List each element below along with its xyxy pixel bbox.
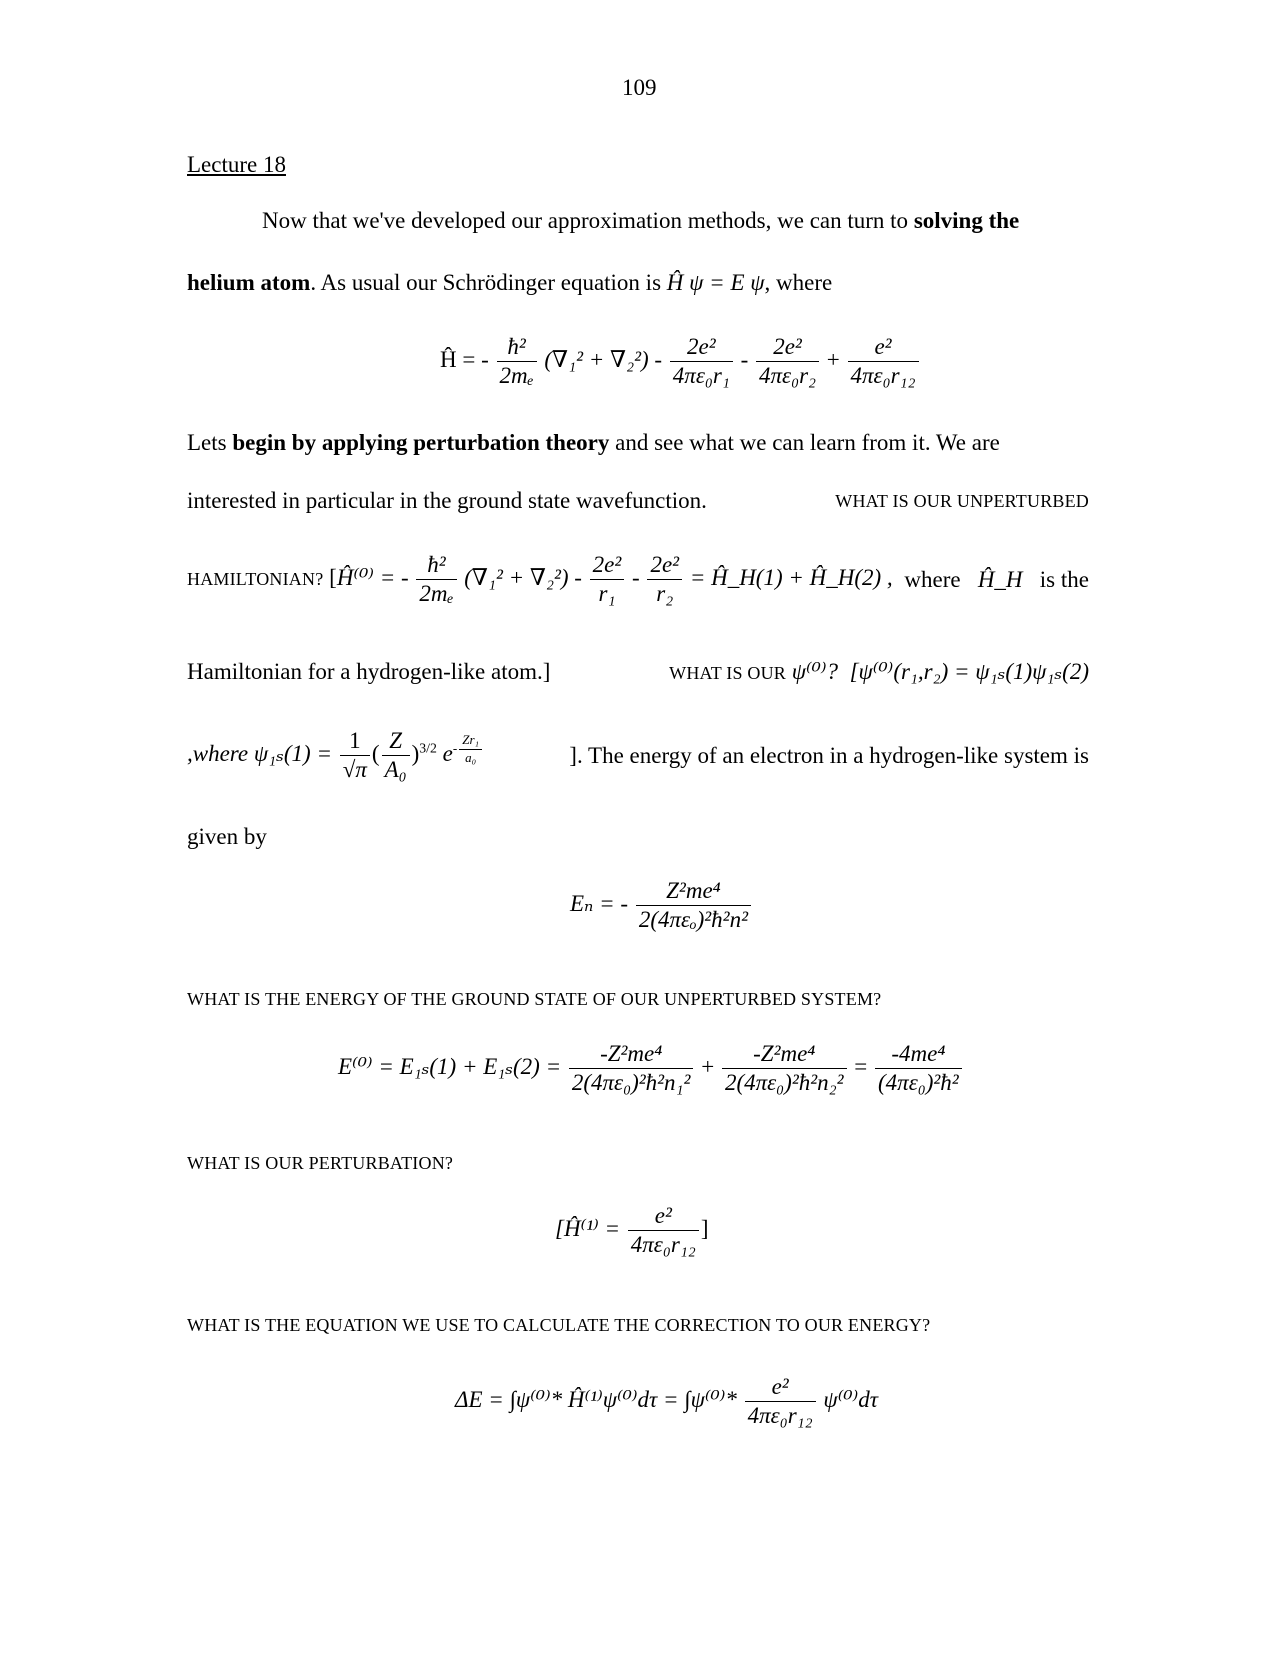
line5-exp-den: a₀ <box>465 750 477 766</box>
perturbation-question: WHAT IS OUR PERTURBATION? <box>187 1153 454 1173</box>
para1-text-d: . As usual our Schrödinger equation is <box>310 270 667 295</box>
eq3-frac2-den: 2(4πε₀)²ħ²n₂² <box>724 1070 844 1096</box>
line5-power: 3/2 <box>419 740 437 756</box>
eq5-lhs: ΔE = ∫ψ⁽⁰⁾* Ĥ⁽¹⁾ψ⁽⁰⁾dτ = ∫ψ⁽⁰⁾* <box>455 1387 737 1413</box>
line3-h0: Ĥ⁽⁰⁾ = - <box>336 565 409 591</box>
eq1-lhs: Ĥ = - <box>440 347 489 373</box>
line3-sum: = Ĥ_H(1) + Ĥ_H(2) , <box>689 565 893 591</box>
para1-line1 <box>262 206 1019 236</box>
eq3-frac3-den: (4πε₀)²ħ² <box>878 1070 959 1096</box>
line5-frac2-num: Z <box>382 728 410 756</box>
eq3-frac3-num: -4me⁴ <box>875 1041 962 1069</box>
eq1-frac1-num: ħ² <box>497 334 537 362</box>
line5-exp-neg: - <box>452 740 458 756</box>
eq5-num: e² <box>745 1374 816 1402</box>
perturbation-equation <box>555 1203 708 1259</box>
eq1-minus: - <box>740 347 749 373</box>
line5-frac1-den: √π <box>342 757 367 783</box>
eq1-frac3-num: 2e² <box>756 334 819 362</box>
eq1-frac3-den: 4πε₀r₂ <box>759 363 817 389</box>
eq3-frac1-num: -Z²me⁴ <box>569 1041 694 1069</box>
energy-level-equation <box>570 878 753 934</box>
eq1-frac1-den: 2mₑ <box>499 363 534 389</box>
para1-text-f: , where <box>764 270 833 295</box>
line4-text-a: Hamiltonian for a hydrogen-like atom.] <box>187 659 551 684</box>
line4-smallcaps: WHAT IS OUR <box>669 663 786 683</box>
eq2-num: Z²me⁴ <box>636 878 751 906</box>
lecture-heading: Lecture 18 <box>187 152 286 177</box>
line3-where: where <box>904 566 961 592</box>
para1-bold-solving: solving the <box>913 208 1020 233</box>
line5-exp-num: Zr₁ <box>459 733 482 750</box>
eq5-den: 4πε₀r₁₂ <box>747 1403 813 1429</box>
eq3-plus: + <box>701 1054 715 1080</box>
eq5-rhs: ψ⁽⁰⁾dτ <box>823 1387 878 1413</box>
line3-frac2-den: r₁ <box>598 581 616 607</box>
line5-frac1-num: 1 <box>340 728 370 756</box>
eq1-frac2-num: 2e² <box>670 334 733 362</box>
para1-bold-helium: helium atom <box>187 270 311 295</box>
line3-laplacian: (∇₁² + ∇₂²) - <box>464 565 582 591</box>
line3-isthe: is the <box>1039 566 1089 592</box>
energy-correction-equation <box>455 1374 878 1430</box>
para2-text-a: Lets <box>187 430 233 455</box>
para1-line2 <box>187 268 832 298</box>
eq1-frac4-den: 4πε₀r₁₂ <box>850 363 916 389</box>
eq4-num: e² <box>628 1203 699 1231</box>
para1-text-a: Now that we've developed our approximation methods, we can turn to <box>262 208 914 233</box>
eq3-equals: = <box>854 1054 868 1080</box>
eq3-frac1-den: 2(4πε₀)²ħ²n₁² <box>571 1070 691 1096</box>
line4-psi: ψ⁽⁰⁾? <box>791 659 839 684</box>
eq2-den: 2(4πεₒ)²ħ²n² <box>638 907 748 933</box>
ground-state-question: WHAT IS THE ENERGY OF THE GROUND STATE OF OUR UNPERTURBED SYSTEM? <box>187 989 882 1009</box>
eq3-frac2-num: -Z²me⁴ <box>722 1041 847 1069</box>
line3-frac3-num: 2e² <box>647 552 682 580</box>
line3-open-bracket: [ <box>329 565 337 591</box>
eq4-close: ] <box>700 1216 709 1242</box>
unperturbed-hamiltonian-line <box>187 552 1089 608</box>
eq1-laplacian: (∇₁² + ∇₂²) - <box>544 347 663 373</box>
line5-frac2-den: A₀ <box>384 757 407 783</box>
line5-e: e <box>442 741 453 767</box>
para2-text-c: and see what we can learn from it. We are <box>609 430 1000 455</box>
hamiltonian-equation <box>440 334 921 390</box>
ground-state-energy-equation <box>338 1041 964 1097</box>
para2-line2-text: interested in particular in the ground state wavefunction. <box>187 488 707 513</box>
line4 <box>187 657 1089 688</box>
line3-hh: Ĥ_H <box>977 566 1023 592</box>
eq1-frac4-num: e² <box>848 334 919 362</box>
eq1-frac2-den: 4πε₀r₁ <box>672 363 730 389</box>
eq4-lhs: [Ĥ⁽¹⁾ = <box>555 1216 621 1242</box>
para2-smallcaps: WHAT IS OUR UNPERTURBED <box>835 491 1089 511</box>
line5-psi1s: ,where ψ₁ₛ(1) = <box>187 741 332 767</box>
eq1-plus: + <box>826 347 840 373</box>
line5-text-b: ]. The energy of an electron in a hydrogen-like system is <box>569 742 1089 768</box>
eq2-lhs: Eₙ = - <box>570 891 629 917</box>
line3-frac1-num: ħ² <box>416 552 456 580</box>
line3-frac3-den: r₂ <box>656 581 674 607</box>
line6: given by <box>187 824 267 849</box>
hamiltonian-question: HAMILTONIAN? <box>187 569 324 590</box>
line4-wavefunction: [ψ⁽⁰⁾(r₁,r₂) = ψ₁ₛ(1)ψ₁ₛ(2) <box>849 659 1089 684</box>
line3-minus: - <box>632 565 640 591</box>
schrodinger-equation: Ĥ ψ = E ψ <box>666 270 765 295</box>
eq4-den: 4πε₀r₁₂ <box>630 1232 696 1258</box>
line3-frac2-num: 2e² <box>590 552 625 580</box>
line5: ,where ψ₁ₛ(1) = $\frac{1}{√\pi}$ ( $\frac{Z}{\text{A₀}}$ )$^{3/2}$ e- $\frac{\text{Zr₁}}{\text{a₀}}$ ]. The energy of an electron in a hydrogen-like system is <box>187 728 1089 783</box>
correction-question: WHAT IS THE EQUATION WE USE TO CALCULATE THE CORRECTION TO OUR ENERGY? <box>187 1315 931 1335</box>
page-number: 109 <box>622 75 657 100</box>
para2-bold: begin by applying perturbation theory <box>232 430 610 455</box>
para2-line2 <box>187 486 1089 516</box>
para2-line1 <box>187 428 1000 458</box>
line3-frac1-den: 2mₑ <box>419 581 454 607</box>
eq3-lhs: E⁽⁰⁾ = E₁ₛ(1) + E₁ₛ(2) = <box>338 1054 562 1080</box>
